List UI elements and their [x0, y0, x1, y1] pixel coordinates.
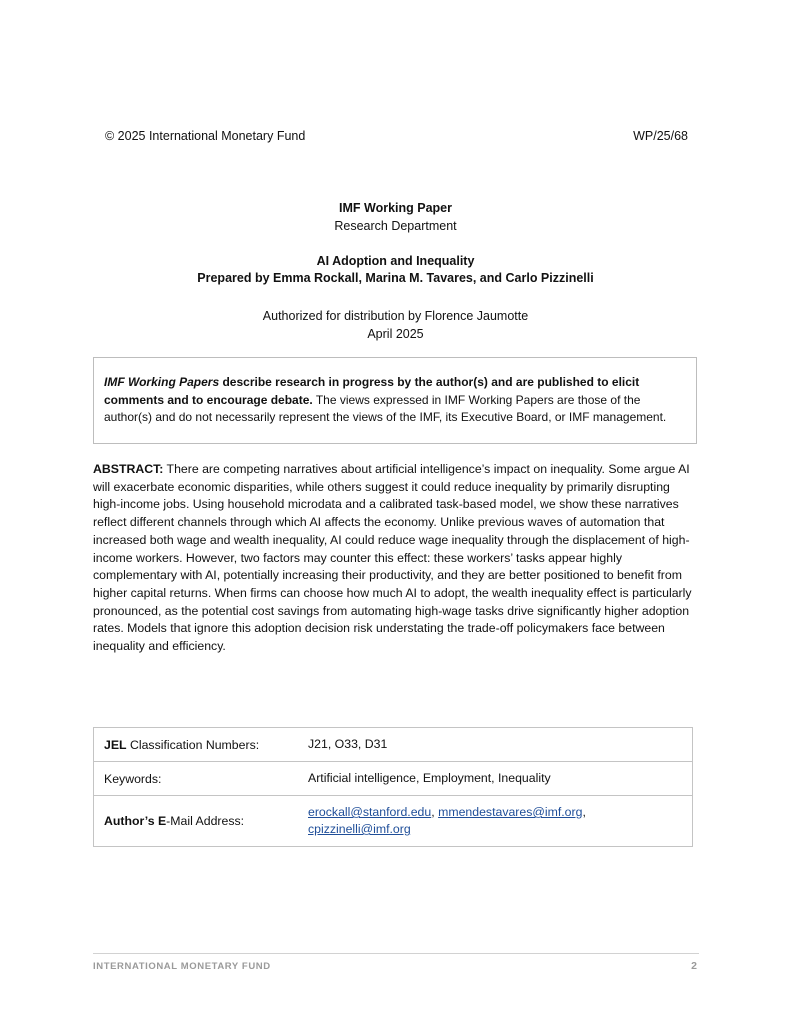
page-number: 2: [691, 960, 697, 972]
department: Research Department: [334, 219, 457, 233]
publication-date: April 2025: [367, 327, 424, 341]
jel-label: [94, 728, 299, 762]
jel-label-text: Classification Numbers:: [126, 737, 260, 752]
disclaimer-box: [93, 357, 697, 444]
authors-line: Prepared by Emma Rockall, Marina M. Tavares, and Carlo Pizzinelli: [197, 271, 594, 285]
working-paper-number: WP/25/68: [633, 129, 688, 143]
abstract: [93, 461, 699, 656]
copyright-notice: © 2025 International Monetary Fund: [105, 129, 306, 143]
email-value: [298, 796, 693, 847]
footer-organization: INTERNATIONAL MONETARY FUND: [93, 961, 271, 972]
authorized-line: Authorized for distribution by Florence Jaumotte: [262, 309, 529, 323]
email-separator: ,: [582, 805, 586, 819]
email-label-text: -Mail Address:: [166, 814, 245, 828]
disclaimer-bold-text: describe research in progress by the author(s) and are published to elicit comments and to encourage debate.: [104, 375, 640, 407]
footer-divider: [93, 953, 699, 954]
table-row: [94, 796, 693, 847]
disclaimer-series-name: IMF Working Papers: [104, 375, 220, 389]
series-title: IMF Working Paper: [339, 201, 452, 215]
classification-table: [93, 727, 693, 847]
disclaimer-text: [104, 374, 690, 427]
email-separator: ,: [431, 805, 439, 819]
abstract-label: ABSTRACT:: [93, 462, 164, 476]
email-label-bold: Author’s E: [104, 814, 167, 828]
table-row: [94, 762, 693, 796]
email-link-pizzinelli[interactable]: cpizzinelli@imf.org: [308, 822, 411, 836]
email-link-rockall[interactable]: erockall@stanford.edu: [308, 805, 432, 819]
jel-abbrev: JEL: [104, 737, 127, 752]
disclaimer-plain-text: The views expressed in IMF Working Papers are those of the author(s) and do not necessarily represent the views of the IMF, its Executive Board, or IMF management.: [104, 392, 667, 424]
abstract-text: There are competing narratives about artificial intelligence’s impact on inequality. Some argue AI will exacerbate economic disparities, while others suggest it could reduce inequality by primarily disrupting high-income jobs. Using household microdata and a calibrated task-based model, we show these narratives reflect different channels through which AI affects the economy. Unlike previous waves of automation that increased both wage and wealth inequality, AI could reduce wage inequality through the displacement of high-income workers. However, two factors may counter this effect: these workers’ tasks appear highly complementary with AI, potentially increasing their productivity, and they are better positioned to benefit from higher capital returns. When firms can choose how much AI to adopt, the wealth inequality effect is particularly pronounced, as the potential cost savings from automating high-wage tasks drive significantly higher adoption rates. Models that ignore this adoption decision risk understating the trade-off policymakers face between inequality and efficiency.: [93, 462, 692, 654]
keywords-value: Artificial intelligence, Employment, Inequality: [298, 762, 693, 796]
jel-value: J21, O33, D31: [298, 728, 693, 762]
email-link-tavares[interactable]: mmendestavares@imf.org: [438, 805, 583, 819]
email-label: [94, 796, 299, 847]
table-row: [94, 728, 693, 762]
keywords-label: Keywords:: [94, 762, 299, 796]
paper-title: AI Adoption and Inequality: [316, 254, 475, 268]
